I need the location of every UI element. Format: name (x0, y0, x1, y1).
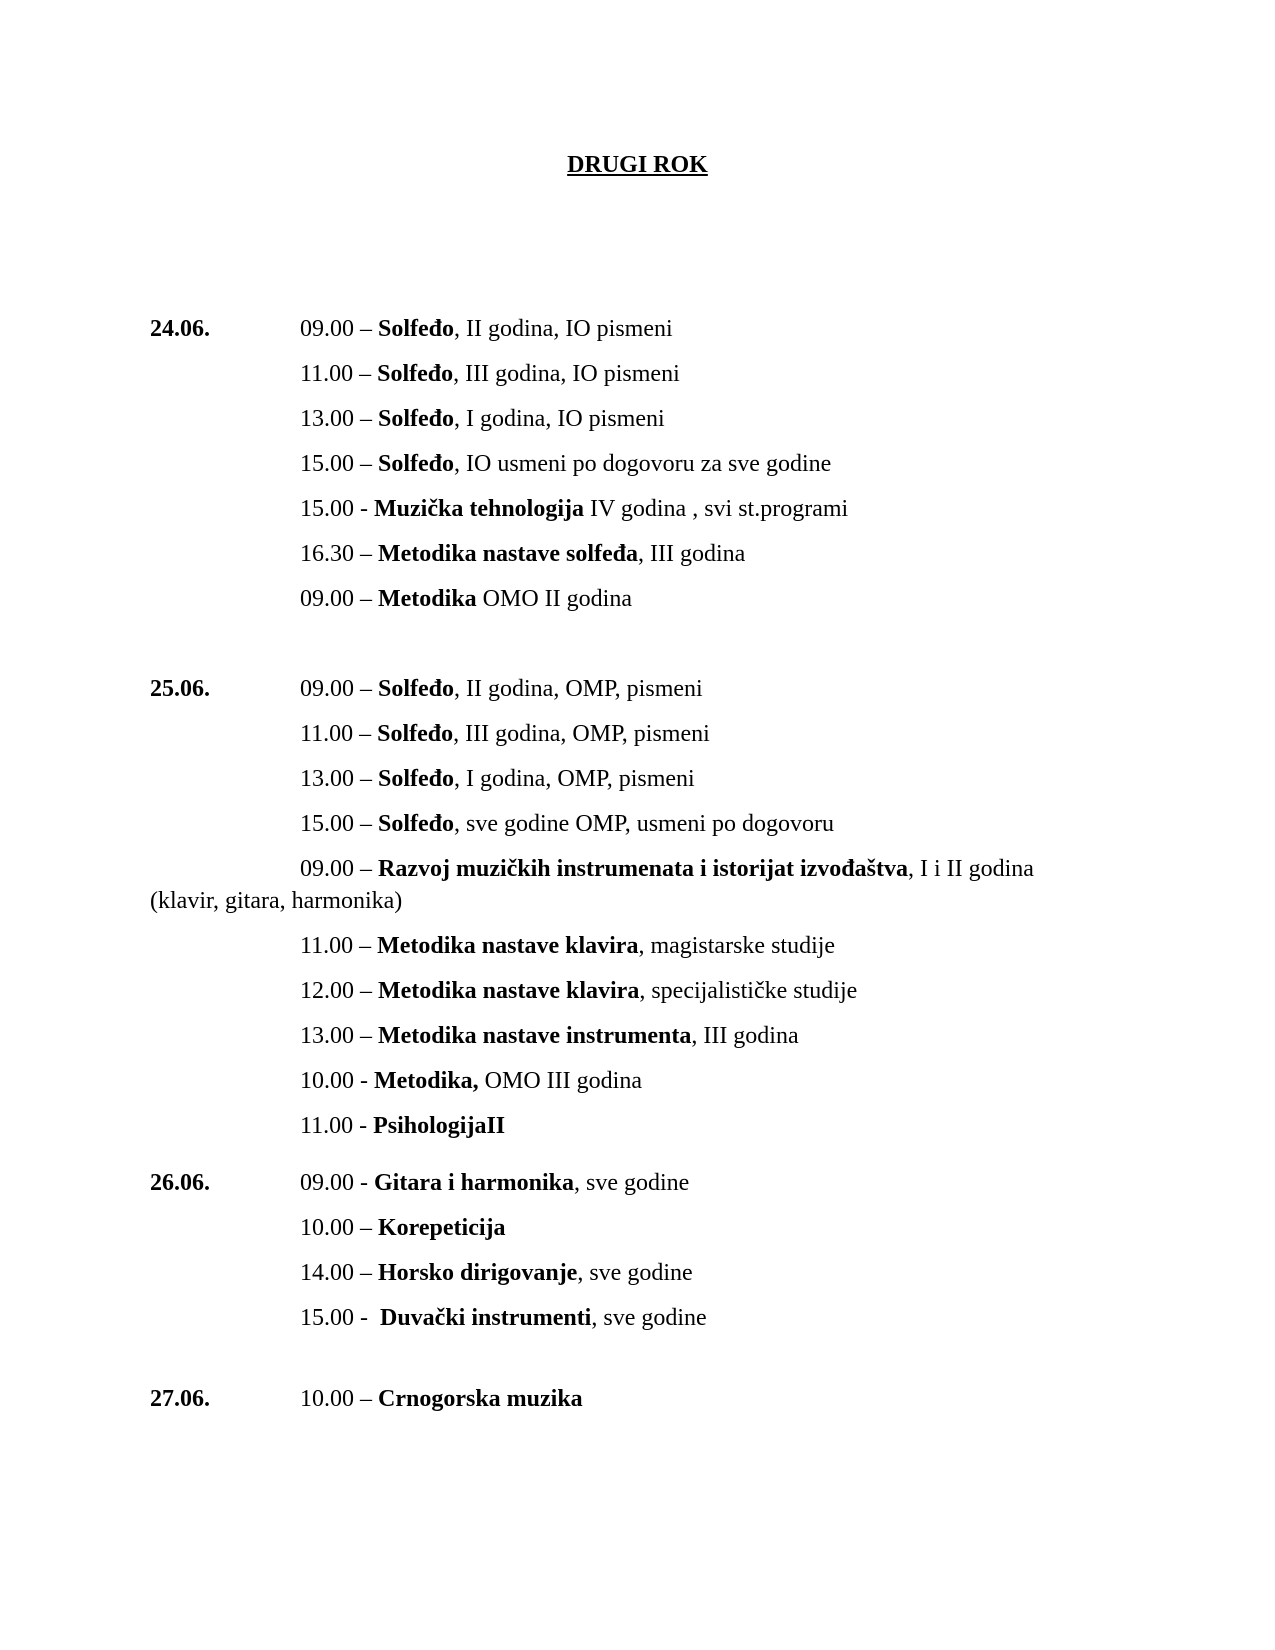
entry-details: , III godina (638, 541, 746, 567)
schedule-entry (300, 674, 1090, 719)
page-title: DRUGI ROK (567, 152, 708, 178)
entry-subject: Metodika nastave instrumenta (378, 1023, 692, 1049)
entry-subject: Solfeđo (378, 811, 455, 837)
entry-subject: Duvački instrumenti (380, 1305, 592, 1331)
entry-time: 15.00 - (300, 1305, 380, 1331)
entry-time: 15.00 - (300, 496, 374, 522)
entry-time: 11.00 – (300, 721, 378, 747)
entry-subject: Solfeđo (378, 676, 455, 702)
entry-details: , specijalističke studije (639, 978, 858, 1004)
entry-details: OMO III godina (478, 1068, 642, 1094)
entry-time: 12.00 – (300, 978, 378, 1004)
schedule-entry (300, 404, 1090, 449)
day-date: 25.06. (150, 676, 210, 702)
day-date: 26.06. (150, 1170, 210, 1196)
entry-time: 10.00 – (300, 1386, 378, 1412)
entry-time: 10.00 - (300, 1068, 374, 1094)
entry-details: , sve godine (577, 1260, 693, 1286)
entry-subject: Metodika, (374, 1068, 479, 1094)
entry-subject: Razvoj muzičkih instrumenata i istorijat izvođaštva (378, 856, 908, 882)
entry-details: , II godina, IO pismeni (454, 316, 673, 342)
entry-time: 13.00 – (300, 406, 378, 432)
entry-details: , III godina (691, 1023, 799, 1049)
entry-time: 16.30 – (300, 541, 378, 567)
entry-subject: Solfeđo (377, 721, 454, 747)
entry-subject: Gitara i harmonika (374, 1170, 575, 1196)
entry-details: OMO II godina (476, 586, 632, 612)
schedule-entry (300, 1384, 1090, 1429)
entry-subject: Horsko dirigovanje (378, 1260, 578, 1286)
schedule-entry (300, 1066, 1090, 1111)
day-block-25-06 (150, 674, 1090, 1156)
entry-subject: PsihologijaII (373, 1113, 506, 1139)
entry-details: IV godina , svi st.programi (584, 496, 849, 522)
entry-time: 09.00 – (300, 676, 378, 702)
entry-time: 13.00 – (300, 766, 378, 792)
entry-details: , IO usmeni po dogovoru za sve godine (454, 451, 832, 477)
schedule-entry (300, 931, 1090, 976)
entry-details: , sve godine OMP, usmeni po dogovoru (454, 811, 835, 837)
entry-subject: Solfeđo (378, 406, 455, 432)
entry-subject: Crnogorska muzika (378, 1386, 583, 1412)
schedule-entry (300, 314, 1090, 359)
entry-details: , sve godine (574, 1170, 690, 1196)
schedule-entry (300, 1213, 1090, 1258)
entry-time: 14.00 – (300, 1260, 378, 1286)
entry-subject: Solfeđo (377, 361, 454, 387)
entry-continuation: (klavir, gitara, harmonika) (150, 888, 403, 914)
entry-subject: Metodika (378, 586, 477, 612)
entry-time: 13.00 – (300, 1023, 378, 1049)
schedule-entry (300, 1021, 1090, 1066)
day-block-26-06 (150, 1168, 1090, 1348)
entry-time: 10.00 – (300, 1215, 378, 1241)
entry-time: 11.00 – (300, 933, 378, 959)
schedule-entry (300, 1111, 1090, 1156)
entry-subject: Metodika nastave klavira (378, 978, 640, 1004)
entry-subject: Metodika nastave klavira (377, 933, 639, 959)
schedule-entry (300, 359, 1090, 404)
entry-time: 09.00 – (300, 856, 378, 882)
entry-time: 09.00 – (300, 316, 378, 342)
schedule-entry (300, 584, 1090, 629)
schedule-entry (300, 809, 1090, 854)
day-date: 27.06. (150, 1386, 210, 1412)
entry-details: , sve godine (591, 1305, 707, 1331)
entry-time: 11.00 – (300, 361, 378, 387)
entry-details: , I godina, IO pismeni (454, 406, 665, 432)
schedule-entry (300, 764, 1090, 809)
schedule-entry (150, 854, 1090, 931)
day-block-24-06 (150, 314, 1090, 629)
entry-subject: Solfeđo (378, 766, 455, 792)
schedule-entry (300, 494, 1090, 539)
entry-details: , III godina, OMP, pismeni (453, 721, 710, 747)
day-block-27-06 (150, 1384, 1090, 1429)
entry-subject: Solfeđo (378, 316, 455, 342)
entry-time: 11.00 - (300, 1113, 374, 1139)
schedule-entry (300, 719, 1090, 764)
schedule-entry (300, 1258, 1090, 1303)
schedule-entry (300, 449, 1090, 494)
entry-subject: Korepeticija (378, 1215, 506, 1241)
entry-details: , magistarske studije (638, 933, 836, 959)
entry-subject: Solfeđo (378, 451, 455, 477)
entry-time: 09.00 – (300, 586, 378, 612)
entry-time: 15.00 – (300, 451, 378, 477)
day-date: 24.06. (150, 316, 210, 342)
entry-details: , II godina, OMP, pismeni (454, 676, 703, 702)
entry-time: 15.00 – (300, 811, 378, 837)
schedule-entry (300, 539, 1090, 584)
entry-subject: Metodika nastave solfeđa (378, 541, 638, 567)
entry-subject: Muzička tehnologija (374, 496, 584, 522)
entry-details: , I i II godina (907, 856, 1034, 882)
schedule-entry (300, 1303, 1090, 1348)
entry-time: 09.00 - (300, 1170, 374, 1196)
entry-details: , III godina, IO pismeni (453, 361, 680, 387)
entry-details: , I godina, OMP, pismeni (454, 766, 695, 792)
schedule-entry (300, 1168, 1090, 1213)
schedule-entry (300, 976, 1090, 1021)
